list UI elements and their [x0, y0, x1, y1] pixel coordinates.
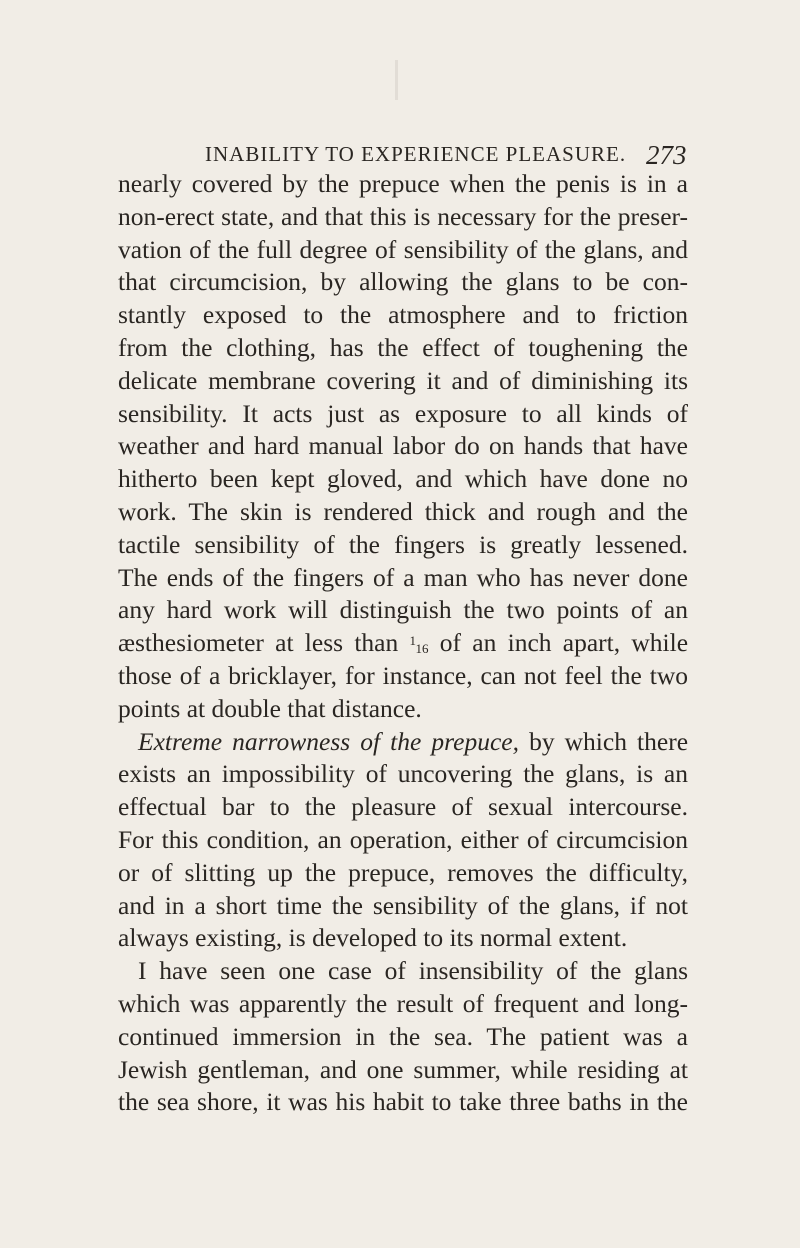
- text-segment: by which there: [529, 726, 689, 756]
- text-line: tactile sensibility of the fingers is greatly lessened.: [118, 529, 688, 559]
- text-line: hitherto been kept gloved, and which have done no: [118, 464, 688, 494]
- text-line: any hard work will distinguish the two points of an: [118, 595, 688, 625]
- text-line: continued immersion in the sea. The patient was a: [118, 1021, 688, 1051]
- running-title: INABILITY TO EXPERIENCE PLEASURE.: [205, 142, 627, 166]
- text-line-with-italic: [118, 726, 688, 759]
- text-line: those of a bricklayer, for instance, can not feel the two: [118, 660, 688, 690]
- text-line: from the clothing, has the effect of toughening the: [118, 332, 688, 362]
- fraction: [409, 633, 429, 657]
- text-line: exists an impossibility of uncovering the glans, is an: [118, 759, 688, 789]
- body-text: [118, 168, 688, 1119]
- text-line: delicate membrane covering it and of diminishing its: [118, 365, 688, 395]
- text-segment: of an inch apart, while: [439, 628, 689, 658]
- fraction-numerator: 1: [409, 633, 416, 649]
- text-line-with-fraction: [118, 627, 688, 660]
- fraction-denominator: 16: [415, 641, 429, 657]
- text-line: non-erect state, and that this is necessary for the preser-: [118, 201, 688, 231]
- text-line: vation of the full degree of sensibility of the glans, and: [118, 234, 688, 264]
- text-line: or of slitting up the prepuce, removes the difficulty,: [118, 857, 688, 887]
- italic-heading: Extreme narrowness of the prepuce,: [138, 726, 519, 756]
- text-line: the sea shore, it was his habit to take three baths in the: [118, 1087, 688, 1117]
- text-line: effectual bar to the pleasure of sexual intercourse.: [118, 792, 688, 822]
- text-line: weather and hard manual labor do on hands that have: [118, 431, 688, 461]
- text-line: The ends of the fingers of a man who has never done: [118, 562, 688, 592]
- text-line: stantly exposed to the atmosphere and to friction: [118, 300, 688, 330]
- page-number: 273: [646, 140, 687, 170]
- text-line: I have seen one case of insensibility of the glans: [138, 956, 688, 986]
- text-line: sensibility. It acts just as exposure to all kinds of: [118, 398, 688, 428]
- text-line: and in a short time the sensibility of the glans, if not: [118, 890, 688, 920]
- page-smudge: [395, 60, 398, 100]
- text-segment: æsthesiometer at less than: [118, 628, 399, 658]
- text-line: Jewish gentleman, and one summer, while residing at: [118, 1054, 688, 1084]
- text-line: always existing, is developed to its normal extent.: [118, 923, 628, 953]
- text-line: For this condition, an operation, either of circumcision: [118, 824, 688, 854]
- text-line: points at double that distance.: [118, 693, 422, 723]
- text-line: work. The skin is rendered thick and rough and the: [118, 496, 688, 526]
- text-line: that circumcision, by allowing the glans to be con-: [118, 267, 688, 297]
- text-line: which was apparently the result of frequent and long-: [118, 988, 688, 1018]
- text-line: nearly covered by the prepuce when the penis is in a: [118, 169, 688, 198]
